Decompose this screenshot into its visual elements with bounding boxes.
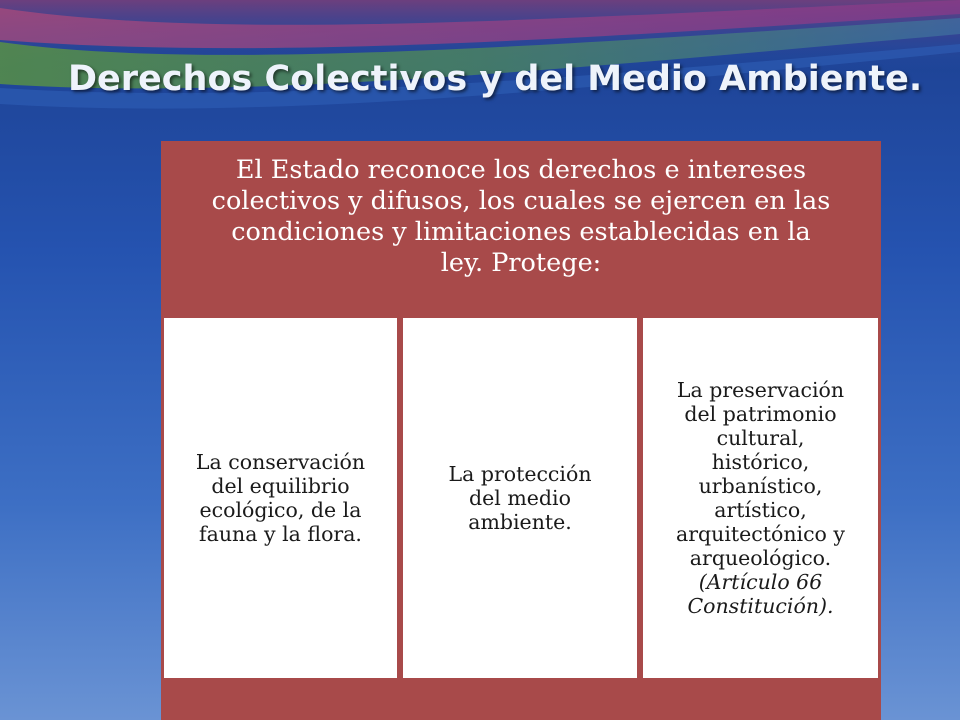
panel-header-line: ley. Protege: xyxy=(440,248,602,278)
item-text xyxy=(448,462,591,534)
item-line: ecológico, de la xyxy=(199,498,362,522)
panel-header-line: colectivos y difusos, los cuales se ejercen en las xyxy=(211,186,831,216)
item-line: arquitectónico y xyxy=(675,522,845,546)
item-box-conservation xyxy=(164,318,397,678)
item-line: urbanístico, xyxy=(698,474,823,498)
item-line: ambiente. xyxy=(468,510,572,534)
item-line: La conservación xyxy=(195,450,366,474)
item-line: histórico, xyxy=(711,450,810,474)
item-line: del medio xyxy=(469,486,571,510)
panel-header xyxy=(161,155,881,279)
panel-header-line: El Estado reconoce los derechos e intereses xyxy=(235,155,807,185)
item-line: del patrimonio xyxy=(684,402,837,426)
item-box-environment xyxy=(403,318,637,678)
content-panel xyxy=(161,141,881,720)
item-box-heritage xyxy=(643,318,878,678)
citation-line: Constitución). xyxy=(687,594,834,618)
panel-header-line: condiciones y limitaciones establecidas en la xyxy=(231,217,811,247)
item-text xyxy=(676,378,845,618)
item-line: artístico, xyxy=(714,498,807,522)
item-line: cultural, xyxy=(716,426,805,450)
item-line: arqueológico. xyxy=(689,546,832,570)
item-line: fauna y la flora. xyxy=(199,522,362,546)
citation-line: (Artículo 66 xyxy=(698,570,823,594)
item-text xyxy=(196,450,365,546)
item-line: La preservación xyxy=(676,378,845,402)
item-line: del equilibrio xyxy=(211,474,350,498)
slide-title: Derechos Colectivos y del Medio Ambiente. xyxy=(68,59,923,99)
item-line: La protección xyxy=(448,462,592,486)
